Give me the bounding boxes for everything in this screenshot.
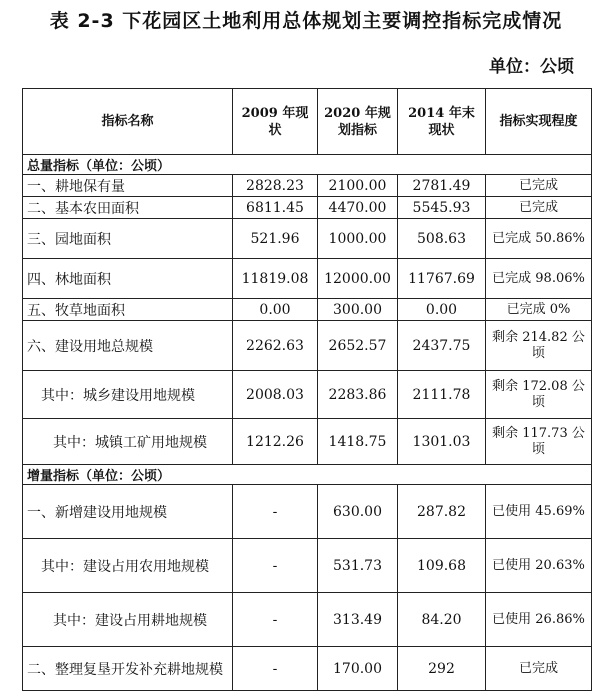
completion-status: 已完成: [486, 197, 592, 219]
row-name: 六、建设用地总规模: [23, 321, 233, 371]
completion-status: 已完成 50.86%: [486, 219, 592, 259]
value-2009: 2008.03: [233, 371, 318, 419]
row-name: 四、林地面积: [23, 259, 233, 299]
header-row: [23, 89, 592, 155]
table-row: [23, 647, 592, 691]
value-2009: 2262.63: [233, 321, 318, 371]
value-2020: 1418.75: [318, 419, 398, 465]
row-name: 五、牧草地面积: [23, 299, 233, 321]
value-2009: -: [233, 539, 318, 593]
section-label: 增量指标（单位：公顷）: [23, 465, 592, 485]
row-name: 其中：城乡建设用地规模: [23, 371, 233, 419]
value-2014: 0.00: [398, 299, 486, 321]
value-2009: 2828.23: [233, 175, 318, 197]
completion-status: 剩余 214.82 公顷: [486, 321, 592, 371]
completion-status: 剩余 117.73 公顷: [486, 419, 592, 465]
table-row: [23, 197, 592, 219]
table-row: [23, 299, 592, 321]
row-name: 其中：城镇工矿用地规模: [23, 419, 233, 465]
header-2009-status: 2009 年现状: [233, 89, 318, 155]
value-2020: 630.00: [318, 485, 398, 539]
row-name: 其中：建设占用农用地规模: [23, 539, 233, 593]
unit-label: 单位：公顷: [489, 57, 574, 77]
row-name: 二、基本农田面积: [23, 197, 233, 219]
table-row: [23, 539, 592, 593]
table-row: [23, 259, 592, 299]
value-2009: 6811.45: [233, 197, 318, 219]
section-row: [23, 465, 592, 485]
header-completion: 指标实现程度: [486, 89, 592, 155]
section-row: [23, 155, 592, 175]
value-2020: 2652.57: [318, 321, 398, 371]
completion-status: 已使用 45.69%: [486, 485, 592, 539]
value-2014: 292: [398, 647, 486, 691]
row-name: 其中：建设占用耕地规模: [23, 593, 233, 647]
value-2014: 508.63: [398, 219, 486, 259]
value-2020: 170.00: [318, 647, 398, 691]
table-row: [23, 175, 592, 197]
table-title: 表 2-3 下花园区土地利用总体规划主要调控指标完成情况: [49, 10, 563, 32]
completion-status: 剩余 172.08 公顷: [486, 371, 592, 419]
value-2020: 531.73: [318, 539, 398, 593]
completion-status: 已完成: [486, 175, 592, 197]
indicator-table: [22, 88, 592, 691]
value-2014: 109.68: [398, 539, 486, 593]
row-name: 一、耕地保有量: [23, 175, 233, 197]
row-name: 二、整理复垦开发补充耕地规模: [23, 647, 233, 691]
value-2014: 84.20: [398, 593, 486, 647]
value-2020: 1000.00: [318, 219, 398, 259]
completion-status: 已使用 20.63%: [486, 539, 592, 593]
table-row: [23, 219, 592, 259]
completion-status: 已使用 26.86%: [486, 593, 592, 647]
value-2020: 2100.00: [318, 175, 398, 197]
header-indicator-name: 指标名称: [23, 89, 233, 155]
header-2014-status: 2014 年末现状: [398, 89, 486, 155]
section-label: 总量指标（单位：公顷）: [23, 155, 592, 175]
row-name: 三、园地面积: [23, 219, 233, 259]
value-2020: 313.49: [318, 593, 398, 647]
value-2014: 2781.49: [398, 175, 486, 197]
table-row: [23, 593, 592, 647]
value-2020: 4470.00: [318, 197, 398, 219]
row-name: 一、新增建设用地规模: [23, 485, 233, 539]
completion-status: 已完成 0%: [486, 299, 592, 321]
value-2020: 2283.86: [318, 371, 398, 419]
header-2020-plan: 2020 年规划指标: [318, 89, 398, 155]
value-2014: 1301.03: [398, 419, 486, 465]
table-row: [23, 321, 592, 371]
table-row: [23, 485, 592, 539]
value-2009: 11819.08: [233, 259, 318, 299]
value-2014: 2111.78: [398, 371, 486, 419]
value-2009: 521.96: [233, 219, 318, 259]
value-2014: 11767.69: [398, 259, 486, 299]
value-2014: 5545.93: [398, 197, 486, 219]
value-2009: 1212.26: [233, 419, 318, 465]
table-row: [23, 419, 592, 465]
value-2009: 0.00: [233, 299, 318, 321]
table-row: [23, 371, 592, 419]
value-2020: 300.00: [318, 299, 398, 321]
value-2014: 2437.75: [398, 321, 486, 371]
value-2009: -: [233, 485, 318, 539]
value-2014: 287.82: [398, 485, 486, 539]
completion-status: 已完成 98.06%: [486, 259, 592, 299]
value-2009: -: [233, 647, 318, 691]
value-2020: 12000.00: [318, 259, 398, 299]
completion-status: 已完成: [486, 647, 592, 691]
value-2009: -: [233, 593, 318, 647]
